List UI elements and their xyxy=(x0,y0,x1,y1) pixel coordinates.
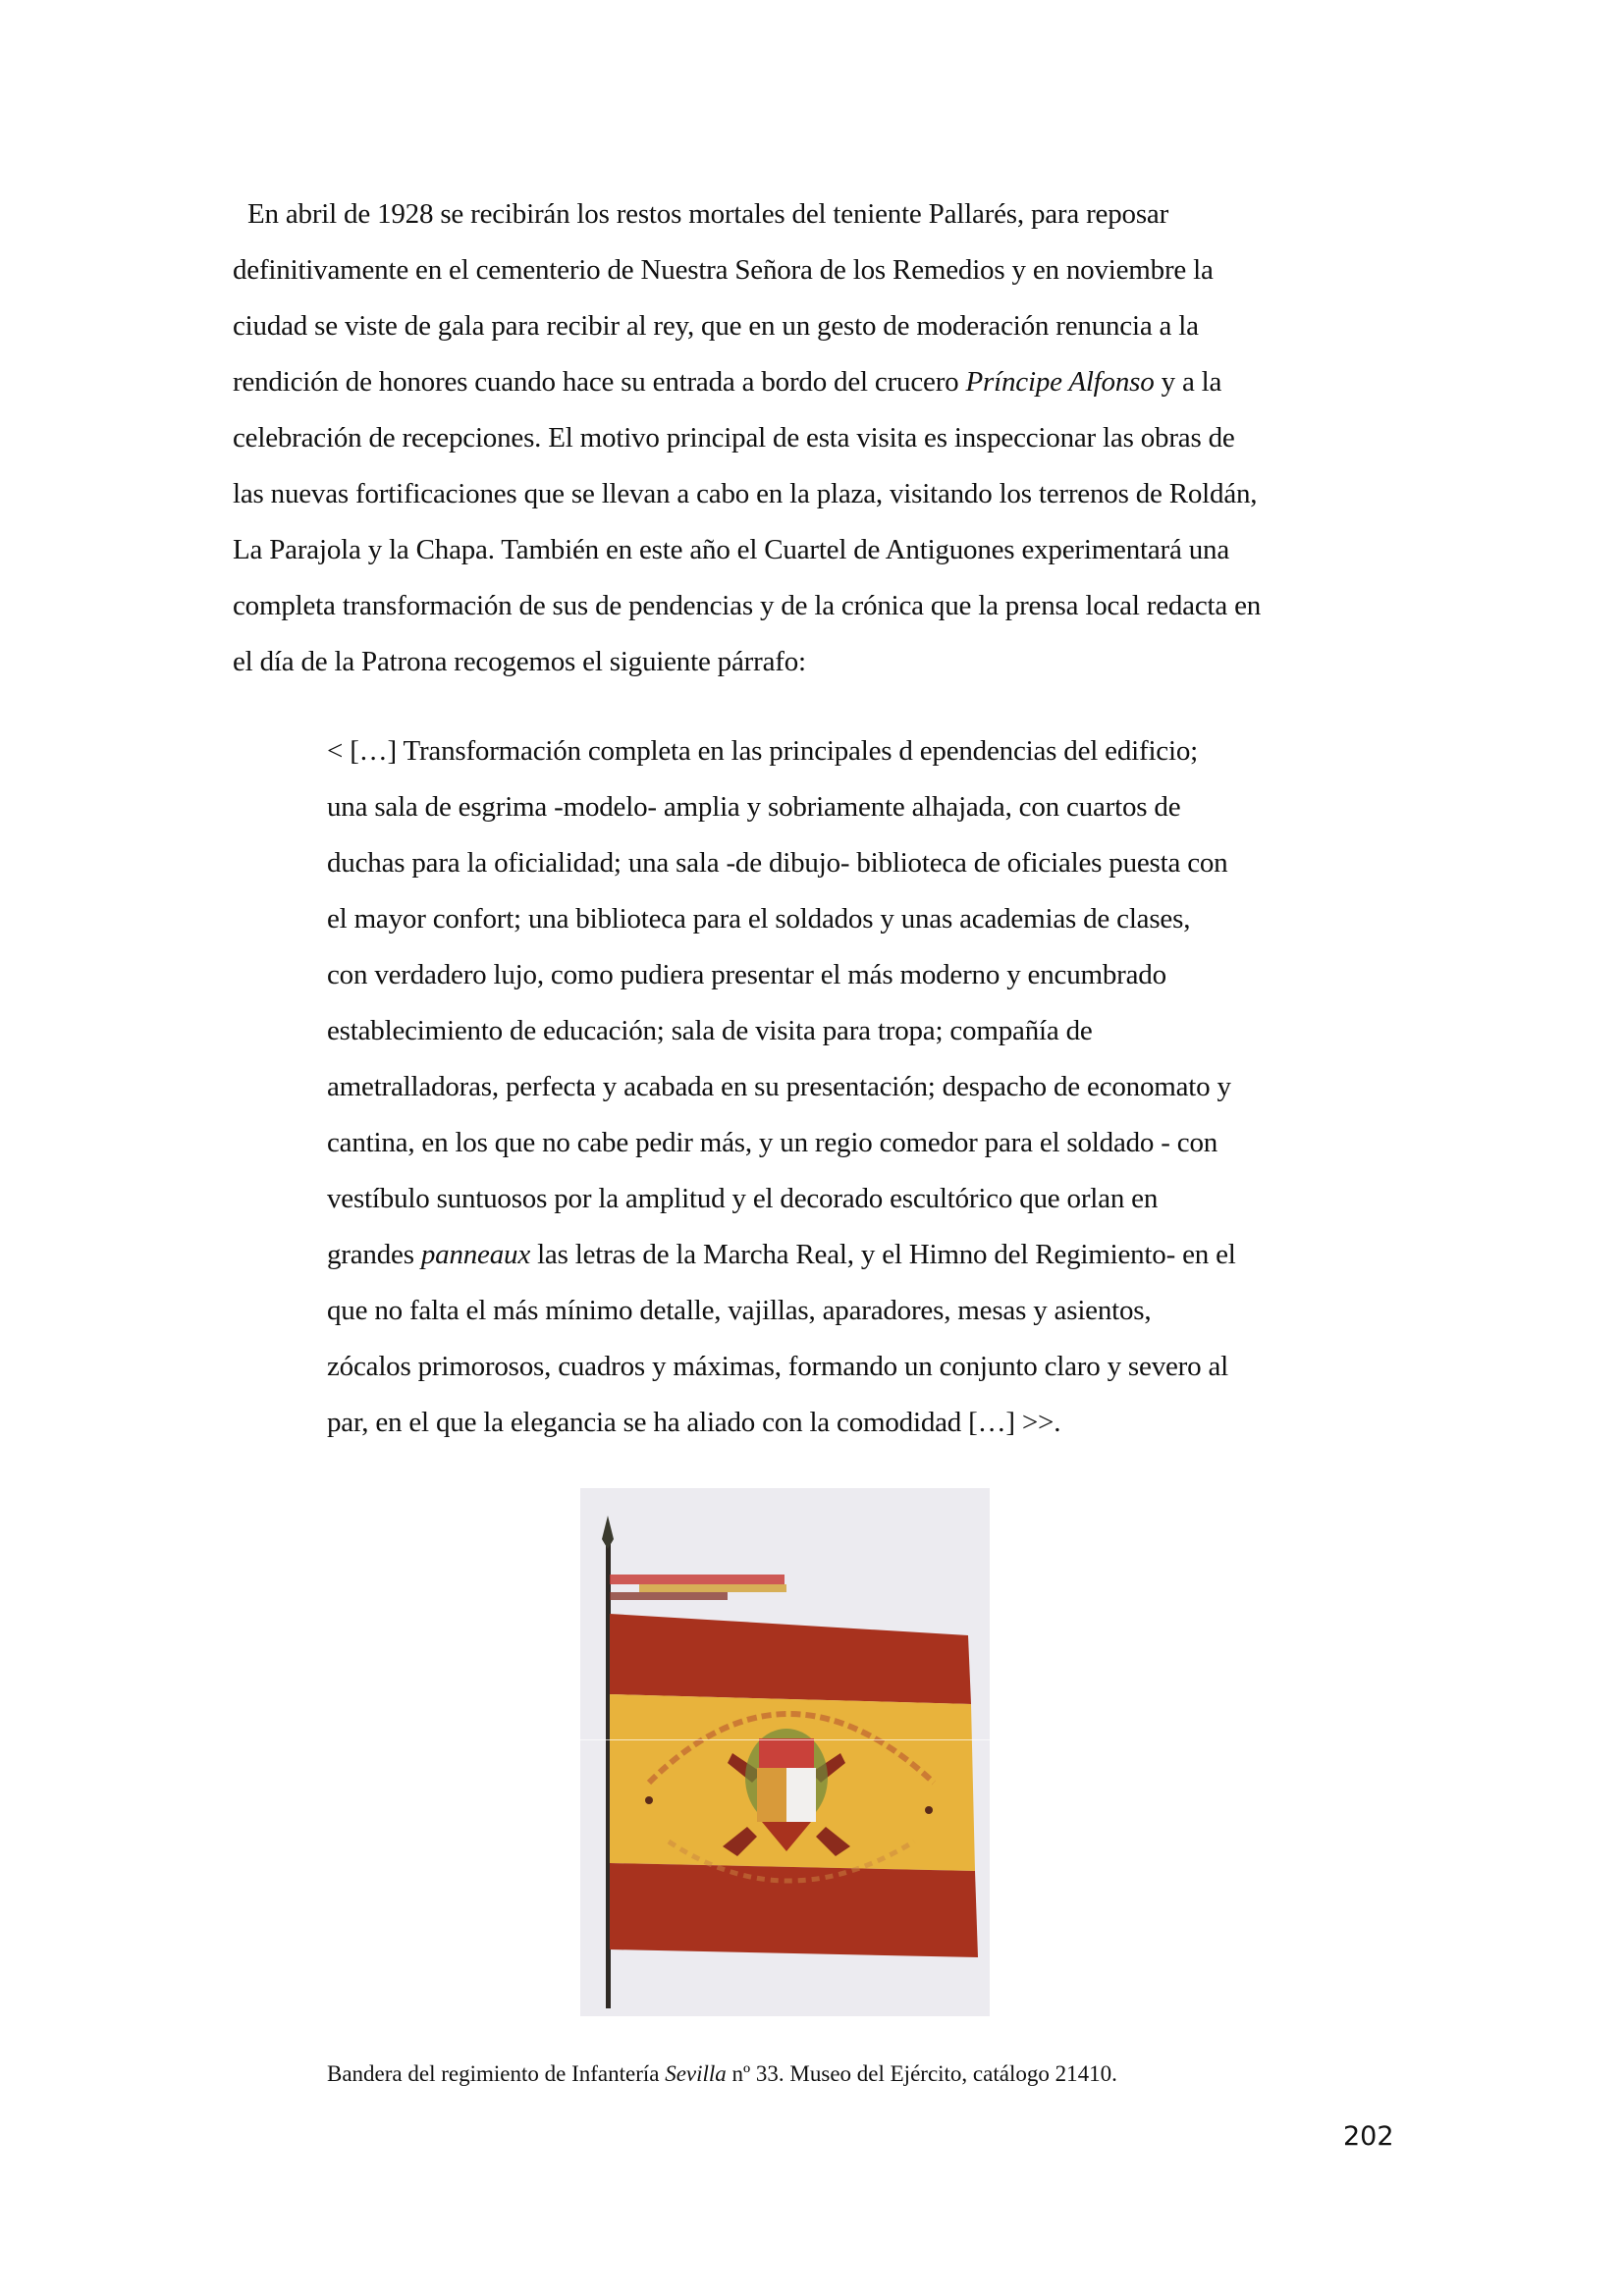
paragraph-line: definitivamente en el cementerio de Nuestra Señora de los Remedios y en noviembre la xyxy=(233,254,1214,286)
flag-illustration xyxy=(580,1488,990,2016)
italic-term: panneaux xyxy=(420,1239,531,1270)
flag-photo xyxy=(580,1488,990,2016)
quote-line: par, en el que la elegancia se ha aliado con la comodidad […] >>. xyxy=(327,1407,1061,1438)
quote-line: que no falta el más mínimo detalle, vajillas, aparadores, mesas y asientos, xyxy=(327,1295,1152,1326)
paragraph-line: completa transformación de sus de pendencias y de la crónica que la prensa local redacta en xyxy=(233,590,1262,621)
scan-line xyxy=(580,1739,990,1740)
quote-text: las letras de la Marcha Real, y el Himno del Regimiento- en el xyxy=(537,1239,1236,1270)
quote-line: el mayor confort; una biblioteca para el soldados y unas academias de clases, xyxy=(327,903,1191,934)
paragraph-line: En abril de 1928 se recibirán los restos mortales del teniente Pallarés, para reposar xyxy=(247,198,1169,230)
quote-line xyxy=(327,1235,1236,1274)
paragraph-line: celebración de recepciones. El motivo principal de esta visita es inspeccionar las obras de xyxy=(233,422,1235,454)
caption-text: Bandera del regimiento de Infantería xyxy=(327,2061,660,2086)
ribbon xyxy=(610,1592,728,1600)
paragraph-text: rendición de honores cuando hace su entrada a bordo del crucero xyxy=(233,366,959,398)
quote-line: una sala de esgrima -modelo- amplia y sobriamente alhajada, con cuartos de xyxy=(327,791,1181,823)
paragraph-line: ciudad se viste de gala para recibir al rey, que en un gesto de moderación renuncia a la xyxy=(233,310,1199,342)
paragraph-line: La Parajola y la Chapa. También en este año el Cuartel de Antiguones experimentará una xyxy=(233,534,1230,565)
quote-line: vestíbulo suntuosos por la amplitud y el decorado escultórico que orlan en xyxy=(327,1183,1159,1214)
star-icon xyxy=(645,1796,653,1804)
quote-text: grandes xyxy=(327,1239,414,1270)
quote-line: establecimiento de educación; sala de visita para tropa; compañía de xyxy=(327,1015,1093,1046)
flag-stripe-red-bottom xyxy=(610,1863,978,1957)
quote-line: < […] Transformación completa en las principales d ependencias del edificio; xyxy=(327,735,1198,767)
ribbon xyxy=(610,1575,784,1584)
caption-italic: Sevilla xyxy=(665,2061,727,2086)
figure-caption xyxy=(327,2059,1117,2089)
paragraph-line: el día de la Patrona recogemos el siguiente párrafo: xyxy=(233,646,806,677)
caption-text: nº 33. Museo del Ejército, catálogo 21410. xyxy=(731,2061,1117,2086)
ribbon xyxy=(639,1584,786,1592)
quote-line: cantina, en los que no cabe pedir más, y un regio comedor para el soldado - con xyxy=(327,1127,1218,1158)
quote-line: con verdadero lujo, como pudiera presentar el más moderno y encumbrado xyxy=(327,959,1166,990)
paragraph-line xyxy=(233,362,1221,401)
paragraph-line: las nuevas fortificaciones que se llevan a cabo en la plaza, visitando los terrenos de Roldán, xyxy=(233,478,1258,509)
ship-name: Príncipe Alfonso xyxy=(965,366,1155,398)
quote-line: zócalos primorosos, cuadros y máximas, formando un conjunto claro y severo al xyxy=(327,1351,1228,1382)
paragraph-text: y a la xyxy=(1161,366,1222,398)
quote-line: ametralladoras, perfecta y acabada en su presentación; despacho de economato y xyxy=(327,1071,1231,1102)
star-icon xyxy=(925,1806,933,1814)
quote-line: duchas para la oficialidad; una sala -de dibujo- biblioteca de oficiales puesta con xyxy=(327,847,1228,879)
page-number: 202 xyxy=(1343,2121,1394,2152)
